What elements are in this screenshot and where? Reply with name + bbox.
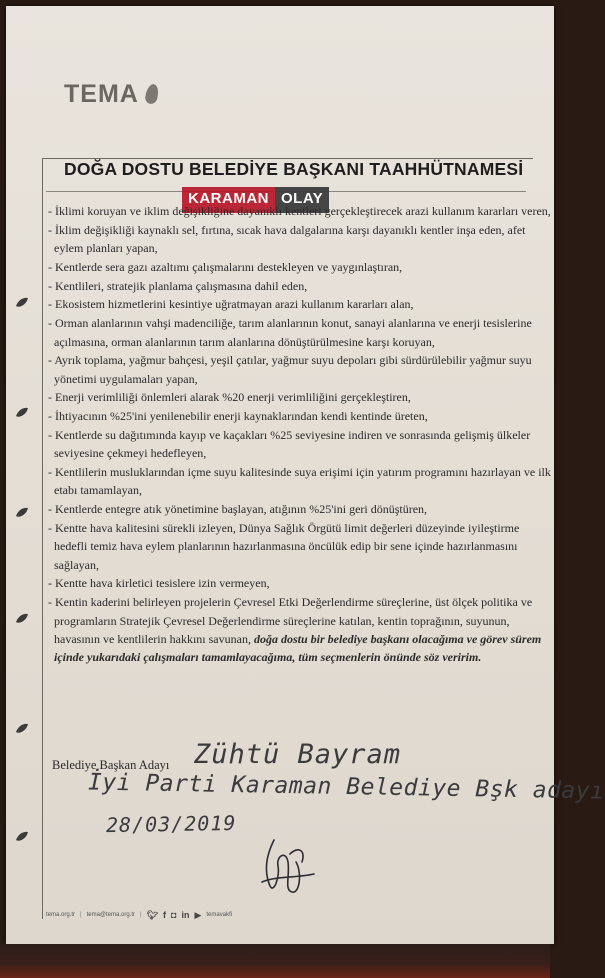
list-item: - Ayrık toplama, yağmur bahçesi, yeşil çatılar, yağmur suyu depoları gibi sürdürülebilir yağmur suyu yönetimi uygulamaları yapan,: [48, 353, 532, 386]
handwritten-date: 28/03/2019: [105, 810, 237, 838]
handwritten-party-line: İyi Parti Karaman Belediye Bşk adayı: [87, 769, 605, 805]
instagram-icon[interactable]: ◘: [171, 910, 177, 920]
leaf-bullet-icon: [14, 828, 30, 844]
list-item: - Kentte hava kalitesini sürekli izleyen, Dünya Sağlık Örgütü limit değerleri düzeyinde iyileştirme hedefli temiz hava eylem planlarının hazırlanmasına öncülük edip bir sene içinde hazırlanmasını sağlayan,: [48, 521, 520, 572]
leaf-logo-icon: [144, 83, 160, 105]
leaf-bullet-icon: [14, 504, 30, 520]
list-item: - Kentte hava kirletici tesislere izin vermeyen,: [48, 576, 270, 591]
youtube-icon[interactable]: ▶: [194, 909, 202, 920]
watermark-part1: KARAMAN: [182, 187, 275, 213]
watermark-part2: OLAY: [275, 187, 329, 213]
handwritten-name: Zühtü Bayram: [194, 739, 402, 770]
list-item: - Kentlilerin musluklarından içme suyu kalitesinde suya erişimi için yatırım programını hazırlayan ve ilk etabı tamamlayan,: [48, 465, 551, 498]
twitter-icon[interactable]: 🐦︎: [146, 909, 159, 920]
pledge-list: [42, 202, 552, 667]
final-item-text: - Kentin kaderini belirleyen projelerin Çevresel Etki Değerlendirme süreçlerine, üst ölçek politika ve programların Stratejik Çevresel Değerlendirme süreçlerine katılan, kentin toprağının, suyunun, havasının ve kentlilerin hakkını savunan,: [48, 595, 533, 646]
list-item: - Enerji verimliliği önlemleri alarak %20 enerji verimliliğini gerçekleştiren,: [48, 390, 411, 405]
leaf-bullet-icon: [14, 610, 30, 626]
footer-separator: |: [80, 912, 82, 918]
footer-social-handle[interactable]: temavakfi: [206, 912, 233, 918]
signature: [256, 832, 320, 898]
footer-email[interactable]: tema@tema.org.tr: [86, 912, 136, 918]
tema-logo: TEMA: [64, 80, 139, 108]
footer-separator: |: [140, 912, 142, 918]
document-page: [6, 6, 605, 944]
linkedin-icon[interactable]: in: [181, 910, 190, 920]
leaf-bullet-icon: [14, 720, 30, 736]
leaf-bullet-icon: [14, 404, 30, 420]
list-item: - İklim değişikliği kaynaklı sel, fırtına, sıcak hava dalgalarına karşı dayanıklı kentler inşa eden, afet eylem planları yapan,: [48, 222, 526, 256]
closing-pledge: doğa dostu bir belediye başkanı olacağıma ve görev sürem içinde yukarıdaki çalışmaları tamamlayacağıma, tüm seçmenlerin önünde söz veririm.: [54, 631, 542, 665]
list-item: - İhtiyacının %25'ini yenilenebilir enerji kaynaklarından kendi kentinde üreten,: [48, 409, 428, 424]
list-item: - Kentlerde entegre atık yönetimine başlayan, atığının %25'ini geri dönüştüren,: [48, 502, 428, 517]
candidate-label: Belediye Başkan Adayı: [52, 758, 170, 772]
list-item: - Ekosistem hizmetlerini kesintiye uğratmayan arazi kullanım kararları alan,: [48, 297, 414, 312]
footer-website[interactable]: tema.org.tr: [46, 912, 76, 918]
list-item: - Orman alanlarının vahşi madenciliğe, tarım alanlarının konut, sanayi alanlarına ve enerji tesislerine açılmasına, orman alanlarının tarım alanlarına dönüştürülmesine karşı koruyan,: [48, 316, 532, 349]
footer: [46, 908, 326, 922]
list-item: - Kentlerde su dağıtımında kayıp ve kaçakları %25 seviyesine indiren ve sonrasında gelişmiş ülkeler seviyesine çekmeyi hedefleyen,: [48, 428, 531, 461]
background-surface: [0, 944, 550, 978]
leaf-bullet-icon: [14, 294, 30, 310]
list-item: - Kentlileri, stratejik planlama çalışmasına dahil eden,: [48, 278, 308, 293]
list-item: - Kentlerde sera gazı azaltımı çalışmalarını destekleyen ve yaygınlaştıran,: [48, 259, 403, 274]
list-item: - İklimi koruyan ve iklim değişikliğine dayanıklı kentleri gerçekleştirecek arazi kullanım kararları veren,: [48, 204, 551, 218]
list-item-final: [42, 593, 552, 666]
facebook-icon[interactable]: f: [163, 910, 167, 920]
document-title: DOĞA DOSTU BELEDİYE BAŞKANI TAAHHÜTNAMESİ: [64, 159, 524, 179]
